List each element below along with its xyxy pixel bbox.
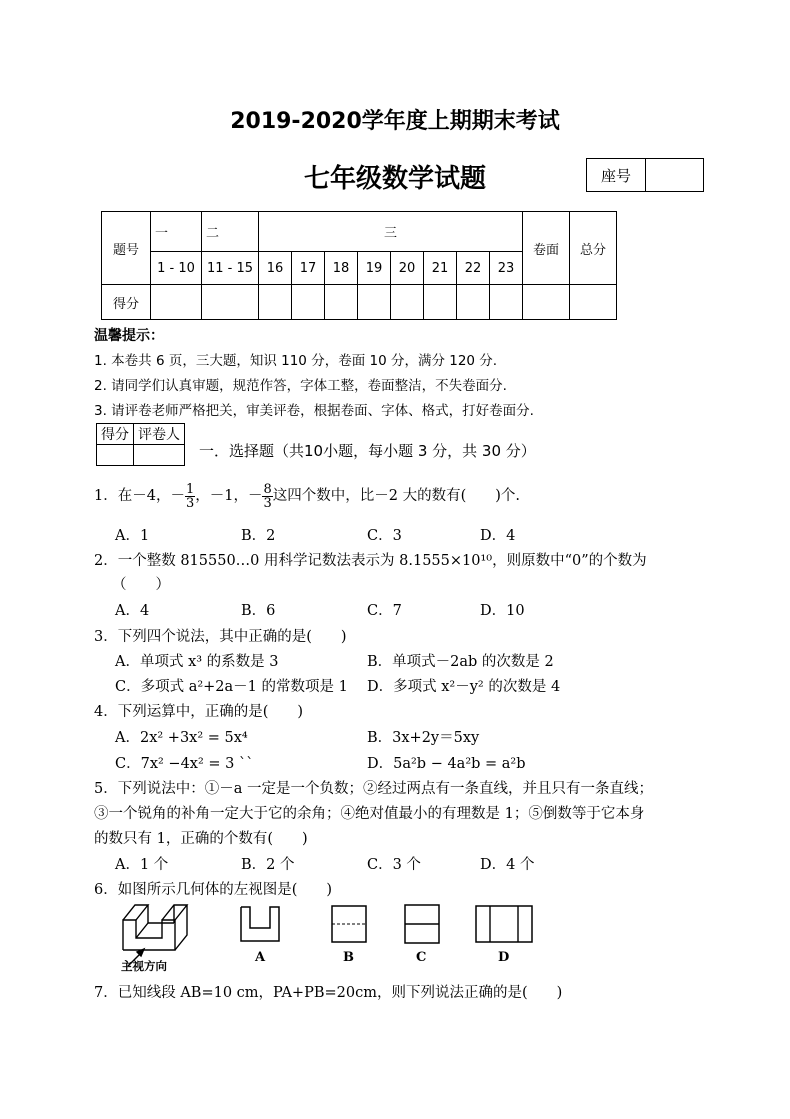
question-number-header: 题号 bbox=[102, 212, 151, 285]
grader-name-label: 评卷人 bbox=[134, 424, 185, 445]
q4-option-b[interactable]: B．3x+2y＝5xy bbox=[367, 730, 480, 746]
q2-option-c[interactable]: C．7 bbox=[367, 603, 402, 619]
q1-prefix: 1．在－4，－ bbox=[94, 487, 185, 504]
choice-b-figure[interactable] bbox=[331, 905, 367, 943]
q3-option-d[interactable]: D．多项式 x²－y² 的次数是 4 bbox=[367, 679, 561, 695]
subcol: 1 - 10 bbox=[151, 252, 202, 285]
neatness-header: 卷面 bbox=[523, 212, 570, 285]
subcol: 22 bbox=[457, 252, 490, 285]
section-three-header: 三 bbox=[259, 212, 523, 252]
score-cell[interactable] bbox=[523, 285, 570, 320]
q4-option-d[interactable]: D．5a²b − 4a²b = a²b bbox=[367, 756, 526, 772]
subcol: 18 bbox=[325, 252, 358, 285]
score-cell[interactable] bbox=[151, 285, 202, 320]
question-5-line1: 5．下列说法中：①－a 一定是一个负数；②经过两点有一条直线，并且只有一条直线； bbox=[94, 781, 653, 797]
fraction-numerator: 8 bbox=[263, 481, 272, 497]
fraction-denominator: 3 bbox=[185, 495, 195, 511]
subcol: 11 - 15 bbox=[202, 252, 259, 285]
question-2-stem: 2．一个整数 815550…0 用科学记数法表示为 8.1555×10¹⁰，则原数中“0”的个数为 bbox=[94, 553, 647, 569]
seat-label: 座号 bbox=[587, 159, 646, 191]
choice-d-figure[interactable] bbox=[475, 905, 533, 943]
score-table bbox=[101, 211, 617, 320]
q1-middle: ，－1，－ bbox=[195, 487, 263, 504]
question-3-stem: 3．下列四个说法，其中正确的是( ) bbox=[94, 629, 347, 645]
subcol: 21 bbox=[424, 252, 457, 285]
q5-option-c[interactable]: C．3 个 bbox=[367, 857, 421, 873]
question-2-bracket: （ ） bbox=[112, 577, 170, 593]
question-5-line2: ③一个锐角的补角一定大于它的余角；④绝对值最小的有理数是 1；⑤倒数等于它本身 bbox=[94, 806, 645, 822]
grader-box bbox=[96, 423, 185, 466]
subcol: 23 bbox=[490, 252, 523, 285]
q1-option-d[interactable]: D．4 bbox=[480, 528, 516, 544]
q1-suffix: 这四个数中，比－2 大的数有( )个. bbox=[272, 487, 521, 504]
exam-subject-title: 七年级数学试题 bbox=[303, 164, 486, 194]
score-cell[interactable] bbox=[358, 285, 391, 320]
choice-c-label: C bbox=[416, 950, 427, 965]
score-cell[interactable] bbox=[202, 285, 259, 320]
tip-item: 1. 本卷共 6 页，三大题，知识 110 分，卷面 10 分，满分 120 分. bbox=[94, 353, 498, 369]
choice-a-figure[interactable] bbox=[240, 906, 280, 942]
tips-title: 温馨提示： bbox=[94, 328, 164, 344]
q1-option-a[interactable]: A．1 bbox=[115, 528, 150, 544]
q2-option-a[interactable]: A．4 bbox=[115, 603, 150, 619]
q3-option-a[interactable]: A．单项式 x³ 的系数是 3 bbox=[115, 654, 279, 670]
q1-option-c[interactable]: C．3 bbox=[367, 528, 402, 544]
score-cell[interactable] bbox=[457, 285, 490, 320]
q4-option-a[interactable]: A．2x² +3x² = 5x⁴ bbox=[115, 730, 248, 746]
grader-score-blank[interactable] bbox=[97, 445, 134, 466]
question-5-line3: 的数只有 1，正确的个数有( ) bbox=[94, 831, 308, 847]
subcol: 17 bbox=[292, 252, 325, 285]
tip-item: 2. 请同学们认真审题，规范作答，字体工整，卷面整洁，不失卷面分. bbox=[94, 378, 507, 394]
section-one-header: 一 bbox=[151, 212, 202, 252]
solid-figure bbox=[118, 900, 198, 962]
q5-option-d[interactable]: D．4 个 bbox=[480, 857, 535, 873]
score-row-label: 得分 bbox=[102, 285, 151, 320]
subcol: 16 bbox=[259, 252, 292, 285]
question-6-stem: 6．如图所示几何体的左视图是( ) bbox=[94, 882, 333, 898]
fraction-numerator: 1 bbox=[185, 481, 195, 497]
score-cell[interactable] bbox=[325, 285, 358, 320]
choice-a-label: A bbox=[255, 950, 266, 965]
score-cell[interactable] bbox=[259, 285, 292, 320]
subcol: 19 bbox=[358, 252, 391, 285]
choice-c-figure[interactable] bbox=[404, 904, 440, 944]
score-cell[interactable] bbox=[570, 285, 617, 320]
q3-option-b[interactable]: B．单项式－2ab 的次数是 2 bbox=[367, 654, 554, 670]
tip-item: 3. 请评卷老师严格把关，审美评卷，根据卷面、字体、格式，打好卷面分. bbox=[94, 403, 534, 419]
grader-name-blank[interactable] bbox=[134, 445, 185, 466]
fraction-eight-thirds bbox=[262, 483, 272, 510]
exam-year-title: 2019-2020学年度上期期末考试 bbox=[230, 109, 560, 134]
subcol: 20 bbox=[391, 252, 424, 285]
q1-option-b[interactable]: B．2 bbox=[241, 528, 276, 544]
fraction-denominator: 3 bbox=[263, 495, 272, 511]
choice-d-label: D bbox=[498, 950, 510, 965]
score-cell[interactable] bbox=[292, 285, 325, 320]
q3-option-c[interactable]: C．多项式 a²+2a－1 的常数项是 1 bbox=[115, 679, 348, 695]
fraction-one-third bbox=[185, 483, 195, 510]
seat-number-box bbox=[586, 158, 704, 192]
q2-option-d[interactable]: D．10 bbox=[480, 603, 525, 619]
q5-option-b[interactable]: B．2 个 bbox=[241, 857, 295, 873]
question-4-stem: 4．下列运算中，正确的是( ) bbox=[94, 704, 304, 720]
question-1-stem bbox=[94, 478, 520, 514]
score-cell[interactable] bbox=[424, 285, 457, 320]
choice-b-label: B bbox=[343, 950, 354, 965]
section-two-header: 二 bbox=[202, 212, 259, 252]
q4-option-c[interactable]: C．7x² −4x² = 3 `` bbox=[115, 756, 254, 772]
section-one-title: 一．选择题（共10小题，每小题 3 分，共 30 分） bbox=[199, 442, 536, 460]
grader-score-label: 得分 bbox=[97, 424, 134, 445]
total-header: 总分 bbox=[570, 212, 617, 285]
question-7-stem: 7．已知线段 AB=10 cm，PA+PB=20cm，则下列说法正确的是( ) bbox=[94, 985, 563, 1001]
q2-option-b[interactable]: B．6 bbox=[241, 603, 276, 619]
q5-option-a[interactable]: A．1 个 bbox=[115, 857, 169, 873]
score-cell[interactable] bbox=[490, 285, 523, 320]
figure-caption: 主视方向 bbox=[121, 959, 167, 973]
score-cell[interactable] bbox=[391, 285, 424, 320]
